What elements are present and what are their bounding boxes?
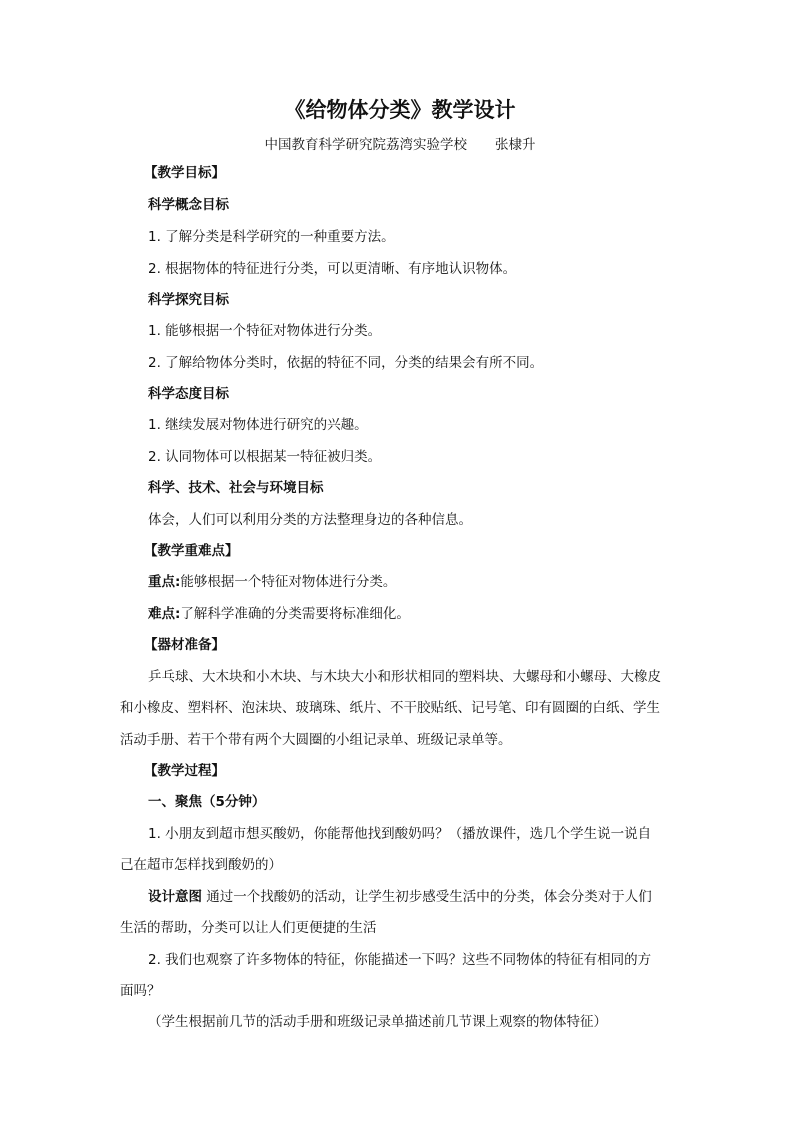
key-point	[148, 573, 396, 591]
subheading-sts: 科学、技术、社会与环境目标	[148, 480, 324, 496]
concept-item-1: 1. 了解分类是科学研究的一种重要方法。	[148, 229, 395, 245]
subheading-focus: 一、聚焦（5分钟）	[148, 794, 266, 810]
section-header-goals: 【教学目标】	[144, 165, 225, 181]
materials-line-2: 和小橡皮、塑料杯、泡沫块、玻璃珠、纸片、不干胶贴纸、记号笔、印有圆圈的白纸、学生	[120, 700, 660, 716]
inquiry-item-1: 1. 能够根据一个特征对物体进行分类。	[148, 323, 382, 339]
design-intent-line-2: 生活的帮助，分类可以让人们更便捷的生活	[120, 920, 377, 936]
subheading-attitude: 科学态度目标	[148, 386, 229, 402]
subheading-concept: 科学概念目标	[148, 197, 229, 213]
question-2-line-1: 2. 我们也观察了许多物体的特征，你能描述一下吗？这些不同物体的特征有相同的方	[148, 952, 652, 968]
design-intent-label: 设计意图	[148, 889, 202, 905]
attitude-item-2: 2. 认同物体可以根据某一特征被归类。	[148, 449, 382, 465]
section-header-keypoints: 【教学重难点】	[144, 543, 239, 559]
question-1-line-2: 己在超市怎样找到酸奶的）	[120, 857, 282, 873]
difficult-point-label: 难点:	[148, 606, 181, 622]
question-1-line-1: 1. 小朋友到超市想买酸奶，你能帮他找到酸奶吗？（播放课件，选几个学生说一说自	[148, 826, 652, 842]
key-point-label: 重点:	[148, 574, 181, 590]
key-point-text: 能够根据一个特征对物体进行分类。	[180, 574, 397, 590]
concept-item-2: 2. 根据物体的特征进行分类，可以更清晰、有序地认识物体。	[148, 261, 517, 277]
inquiry-item-2: 2. 了解给物体分类时，依据的特征不同，分类的结果会有所不同。	[148, 355, 544, 371]
materials-line-3: 活动手册、若干个带有两个大圆圈的小组记录单、班级记录单等。	[120, 732, 512, 748]
student-note: （学生根据前几节的活动手册和班级记录单描述前几节课上观察的物体特征）	[148, 1014, 607, 1030]
materials-line-1: 乒乓球、大木块和小木块、与木块大小和形状相同的塑料块、大螺母和小螺母、大橡皮	[148, 669, 661, 685]
section-header-materials: 【器材准备】	[144, 637, 225, 653]
author-line	[0, 136, 800, 154]
sts-text: 体会，人们可以利用分类的方法整理身边的各种信息。	[148, 512, 472, 528]
difficult-point-text: 了解科学准确的分类需要将标准细化。	[180, 606, 410, 622]
design-intent	[148, 888, 652, 906]
attitude-item-1: 1. 继续发展对物体进行研究的兴趣。	[148, 417, 368, 433]
design-intent-text: 通过一个找酸奶的活动，让学生初步感受生活中的分类，体会分类对于人们	[206, 889, 652, 905]
difficult-point	[148, 605, 410, 623]
author-name: 张棣升	[495, 137, 536, 153]
school-name: 中国教育科学研究院荔湾实验学校	[264, 137, 467, 153]
page-title: 《给物体分类》教学设计	[284, 98, 516, 122]
question-2-line-2: 面吗？	[120, 983, 161, 999]
section-header-process: 【教学过程】	[144, 763, 225, 779]
subheading-inquiry: 科学探究目标	[148, 292, 229, 308]
